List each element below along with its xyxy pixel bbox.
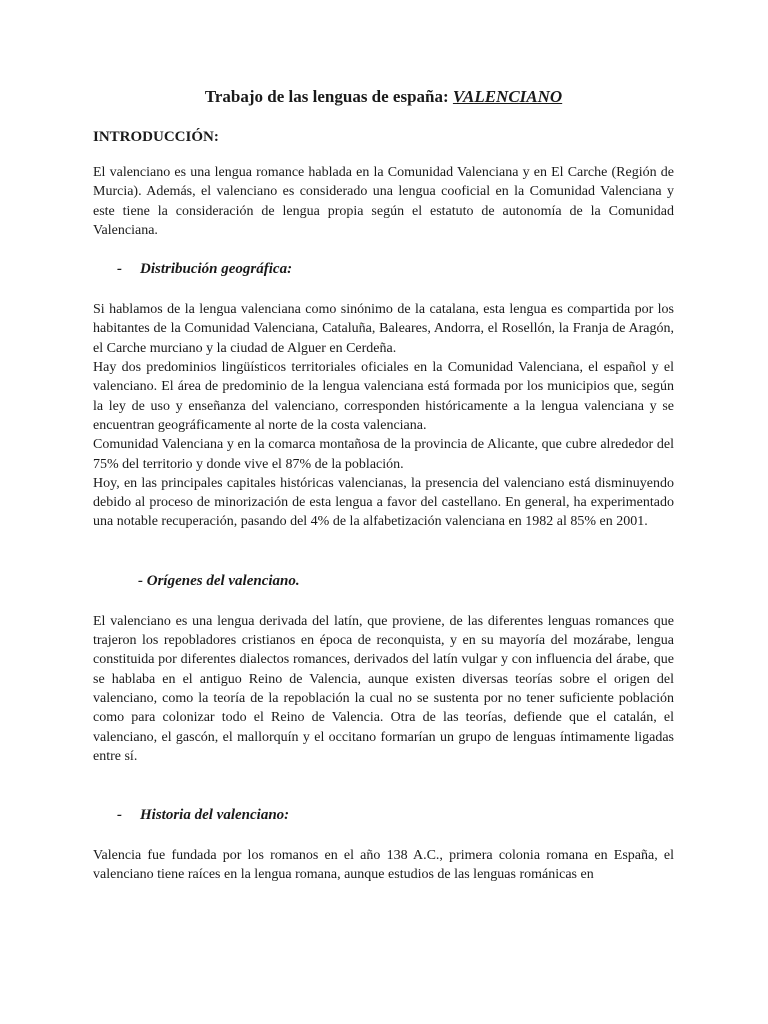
section-heading-distribucion <box>93 258 674 280</box>
title-main: Trabajo de las lenguas de españa: <box>204 87 453 106</box>
heading-dash: - <box>117 261 122 278</box>
distribucion-paragraph-2: Hay dos predominios lingüísticos territoriales oficiales en la Comunidad Valenciana, el español y el valenciano. El área de predominio de la lengua valenciana está formada por los municipios que, según la ley de uso y enseñanza del valenciano, corresponden históricamente a la lengua valenciana y se encuentran geográficamente al norte de la costa valenciana. <box>93 360 674 433</box>
section-heading-historia <box>93 804 674 826</box>
distribucion-paragraph-3: Comunidad Valenciana y en la comarca montañosa de la provincia de Alicante, que cubre alrededor del 75% del territorio y donde vive el 87% de la población. <box>93 437 674 472</box>
title-subject: VALENCIANO <box>452 87 563 106</box>
origenes-paragraph: El valenciano es una lengua derivada del latín, que proviene, de las diferentes lenguas romances que trajeron los repobladores cristianos en época de reconquista, y en su mayoría del mozárabe, lengua constituida por diferentes dialectos romances, derivados del latín vulgar y con influencia del árabe, que se hablaba en el antiguo Reino de Valencia, aunque existen diversas teorías sobre el origen del valenciano, como la teoría de la repoblación la cual no se sustenta por no tener suficiente población como para colonizar todo el Reino de Valencia. Otra de las teorías, defiende que el catalán, el valenciano, el gascón, el mallorquín y el occitano formarían un grupo de lenguas íntimamente ligadas entre sí. <box>93 613 674 764</box>
distribucion-paragraph-4: Hoy, en las principales capitales históricas valencianas, la presencia del valenciano está disminuyendo debido al proceso de minorización de esta lengua a favor del castellano. En general, ha experimentado una notable recuperación, pasando del 4% de la alfabetización valenciana en 1982 al 85% en 2001. <box>93 475 674 530</box>
heading-text: Historia del valenciano: <box>140 807 290 824</box>
document-title <box>93 86 674 108</box>
distribucion-paragraph-1: Si hablamos de la lengua valenciana como sinónimo de la catalana, esta lengua es compartida por los habitantes de la Comunidad Valenciana, Cataluña, Baleares, Andorra, el Rosellón, la Franja de Aragón, el Carche murciano y la ciudad de Alguer en Cerdeña. <box>93 302 674 356</box>
historia-paragraph: Valencia fue fundada por los romanos en el año 138 A.C., primera colonia romana en España, el valenciano tiene raíces en la lengua romana, aunque estudios de las lenguas románicas en <box>93 848 674 883</box>
heading-text: Distribución geográfica: <box>140 261 293 278</box>
intro-heading: INTRODUCCIÓN: <box>93 129 219 145</box>
section-heading-origenes: - Orígenes del valenciano. <box>138 572 300 589</box>
intro-paragraph: El valenciano es una lengua romance hablada en la Comunidad Valenciana y en El Carche (Región de Murcia). Además, el valenciano es considerado una lengua cooficial en la Comunidad Valenciana y este tiene la consideración de lengua propia según el estatuto de autonomía de la Comunidad Valenciana. <box>93 165 674 238</box>
heading-dash: - <box>117 807 122 824</box>
